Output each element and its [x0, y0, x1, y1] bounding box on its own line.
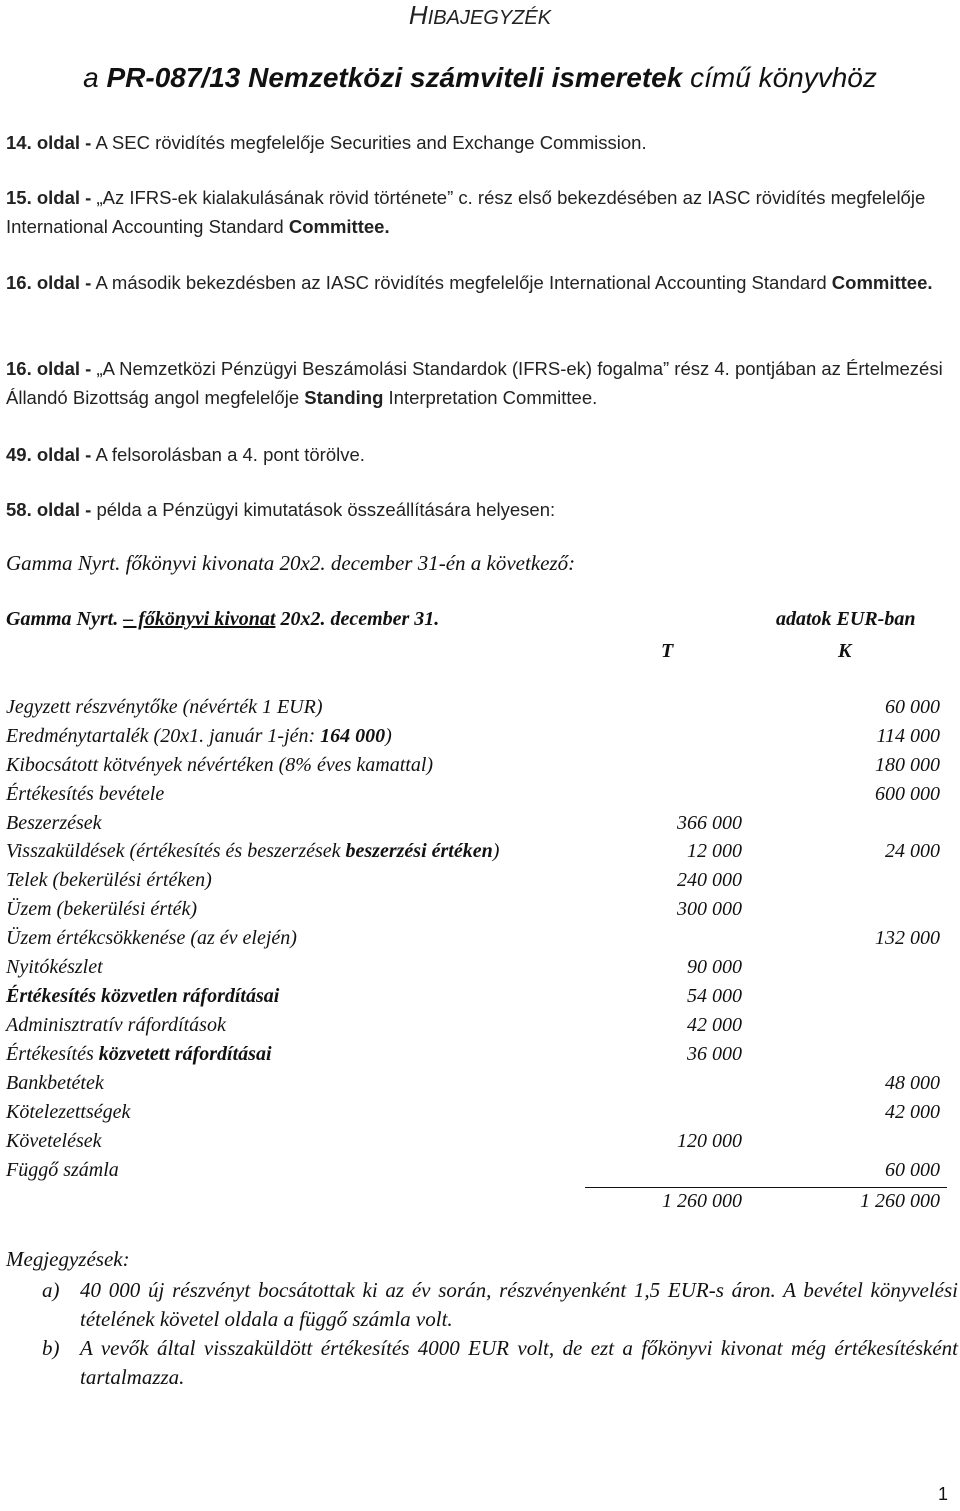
- table-row: [6, 783, 946, 812]
- row-k-value: 114 000: [876, 725, 940, 747]
- subtitle-prefix: a: [83, 62, 107, 93]
- row-label: Telek (bekerülési értéken): [6, 869, 212, 891]
- table-row: [6, 898, 946, 927]
- erratum-bold-mid: Standing: [304, 387, 384, 408]
- row-k-value: 24 000: [885, 840, 940, 862]
- row-k-value: 60 000: [885, 1159, 940, 1181]
- table-row: [6, 812, 946, 841]
- title-initial: H: [408, 0, 428, 30]
- row-label-part: Eredménytartalék (20x1. január 1-jén:: [6, 725, 321, 747]
- note-text: 40 000 új részvényt bocsátottak ki az év során, részvényenként 1,5 EUR-s áron. A bevétel könyvelési tételének követel oldala a függő számla volt.: [80, 1278, 958, 1331]
- erratum-ref: 15. oldal -: [6, 187, 92, 208]
- table-row: [6, 927, 946, 956]
- erratum-1: [6, 128, 956, 157]
- row-label: Adminisztratív ráfordítások: [6, 1014, 226, 1036]
- erratum-6: [6, 495, 956, 524]
- document-subtitle: [0, 62, 960, 94]
- title-rest: IBAJEGYZÉK: [427, 7, 552, 29]
- erratum-ref: 14. oldal -: [6, 132, 92, 153]
- trial-balance-heading: [6, 608, 439, 631]
- erratum-ref: 49. oldal -: [6, 444, 92, 465]
- totals-row: [6, 1190, 946, 1219]
- row-k-value: 600 000: [875, 783, 940, 805]
- table-row: [6, 985, 946, 1014]
- table-row: [6, 1130, 946, 1159]
- notes-heading: Megjegyzések:: [6, 1247, 130, 1271]
- row-t-value: 240 000: [677, 869, 742, 891]
- erratum-ref: 16. oldal -: [6, 358, 92, 379]
- subtitle-suffix: című könyvhöz: [682, 62, 877, 93]
- total-t-value: 1 260 000: [662, 1190, 742, 1212]
- note-marker: a): [42, 1278, 60, 1302]
- erratum-text: A SEC rövidítés megfelelője Securities and Exchange Commission.: [91, 132, 647, 153]
- row-label-part: Értékesítés: [6, 1043, 99, 1065]
- table-row: [6, 956, 946, 985]
- erratum-text: A felsorolásban a 4. pont törölve.: [91, 444, 365, 465]
- company-name: Gamma Nyrt.: [6, 608, 124, 630]
- erratum-5: [6, 440, 956, 469]
- row-label: Jegyzett részvénytőke (névérték 1 EUR): [6, 696, 323, 718]
- unit-label: adatok EUR-ban: [776, 608, 916, 630]
- erratum-ref: 58. oldal -: [6, 499, 92, 520]
- row-k-value: 180 000: [875, 754, 940, 776]
- row-label: Követelések: [6, 1130, 102, 1152]
- erratum-text: példa a Pénzügyi kimutatások összeállítására helyesen:: [91, 499, 556, 520]
- page-number: 1: [937, 1484, 948, 1504]
- note-marker: b): [42, 1336, 60, 1360]
- total-k-value: 1 260 000: [860, 1190, 940, 1212]
- table-row: [6, 1101, 946, 1130]
- erratum-bold-end: Committee.: [288, 216, 390, 237]
- heading-date: 20x2. december 31.: [275, 608, 440, 630]
- note-text: A vevők által visszaküldött értékesítés 4000 EUR volt, de ezt a főkönyvi kivonat még értékesítésként tartalmazza.: [80, 1336, 958, 1389]
- row-label: Beszerzések: [6, 812, 102, 834]
- column-header-k: K: [838, 640, 852, 662]
- table-row: [6, 869, 946, 898]
- document-title: [0, 0, 960, 31]
- row-k-value: 132 000: [875, 927, 940, 949]
- row-label: Nyitókészlet: [6, 956, 103, 978]
- erratum-text: A második bekezdésben az IASC rövidítés megfelelője International Accounting Standard: [91, 272, 832, 293]
- row-label: [6, 840, 499, 863]
- gamma-intro: Gamma Nyrt. főkönyvi kivonata 20x2. december 31-én a következő:: [6, 551, 576, 575]
- row-label: Függő számla: [6, 1159, 119, 1181]
- erratum-4: [6, 354, 956, 412]
- erratum-3: [6, 268, 956, 297]
- row-t-value: 42 000: [687, 1014, 742, 1036]
- row-k-value: 60 000: [885, 696, 940, 718]
- row-t-value: 36 000: [687, 1043, 742, 1065]
- row-label: Üzem értékcsökkenése (az év elején): [6, 927, 297, 949]
- erratum-text: „A Nemzetközi Pénzügyi Beszámolási Standardok (IFRS-ek) fogalma” rész 4. pontjában az Értelmezési Állandó Bizottság angol megfelelője: [6, 358, 943, 408]
- note-b: [42, 1334, 958, 1392]
- erratum-text-after: Interpretation Committee.: [383, 387, 598, 408]
- erratum-2: [6, 183, 956, 241]
- row-label: Üzem (bekerülési érték): [6, 898, 198, 920]
- row-label: Kötelezettségek: [6, 1101, 131, 1123]
- heading-underlined: – főkönyvi kivonat: [123, 608, 276, 630]
- row-label-bold: Értékesítés közvetlen ráfordításai: [6, 985, 280, 1007]
- row-k-value: 42 000: [885, 1101, 940, 1123]
- column-header-t: T: [661, 640, 674, 662]
- row-label-bold: 164 000: [320, 725, 386, 747]
- table-row: [6, 696, 946, 725]
- row-k-value: 48 000: [885, 1072, 940, 1094]
- erratum-text: „Az IFRS-ek kialakulásának rövid története” c. rész első bekezdésében az IASC rövidítés megfelelője International Accounting Standard: [6, 187, 926, 237]
- row-label: [6, 725, 392, 748]
- erratum-ref: 16. oldal -: [6, 272, 92, 293]
- row-t-value: 300 000: [677, 898, 742, 920]
- row-label-part: Visszaküldések (értékesítés és beszerzések: [6, 840, 346, 862]
- table-row: [6, 754, 946, 783]
- row-t-value: 366 000: [677, 812, 742, 834]
- erratum-bold-end: Committee.: [831, 272, 933, 293]
- table-row: [6, 1043, 946, 1072]
- table-row: [6, 1014, 946, 1043]
- row-t-value: 12 000: [687, 840, 742, 862]
- subtitle-book-title: PR-087/13 Nemzetközi számviteli ismeretek: [106, 62, 683, 93]
- note-a: [42, 1276, 958, 1334]
- row-label-bold: beszerzési értéken: [345, 840, 493, 862]
- row-label-part: ): [492, 840, 500, 862]
- row-label-part: ): [385, 725, 392, 747]
- row-label: Értékesítés bevétele: [6, 783, 165, 805]
- table-row: [6, 1072, 946, 1101]
- row-label: Kibocsátott kötvények névértéken (8% éves kamattal): [6, 754, 434, 776]
- table-row: [6, 1159, 946, 1188]
- row-label: Bankbetétek: [6, 1072, 104, 1094]
- totals-divider: [585, 1187, 947, 1188]
- table-row: [6, 840, 946, 869]
- row-t-value: 90 000: [687, 956, 742, 978]
- table-row: [6, 725, 946, 754]
- row-t-value: 120 000: [677, 1130, 742, 1152]
- row-label: [6, 1043, 272, 1066]
- row-t-value: 54 000: [687, 985, 742, 1007]
- row-label-bold: közvetett ráfordításai: [98, 1043, 272, 1065]
